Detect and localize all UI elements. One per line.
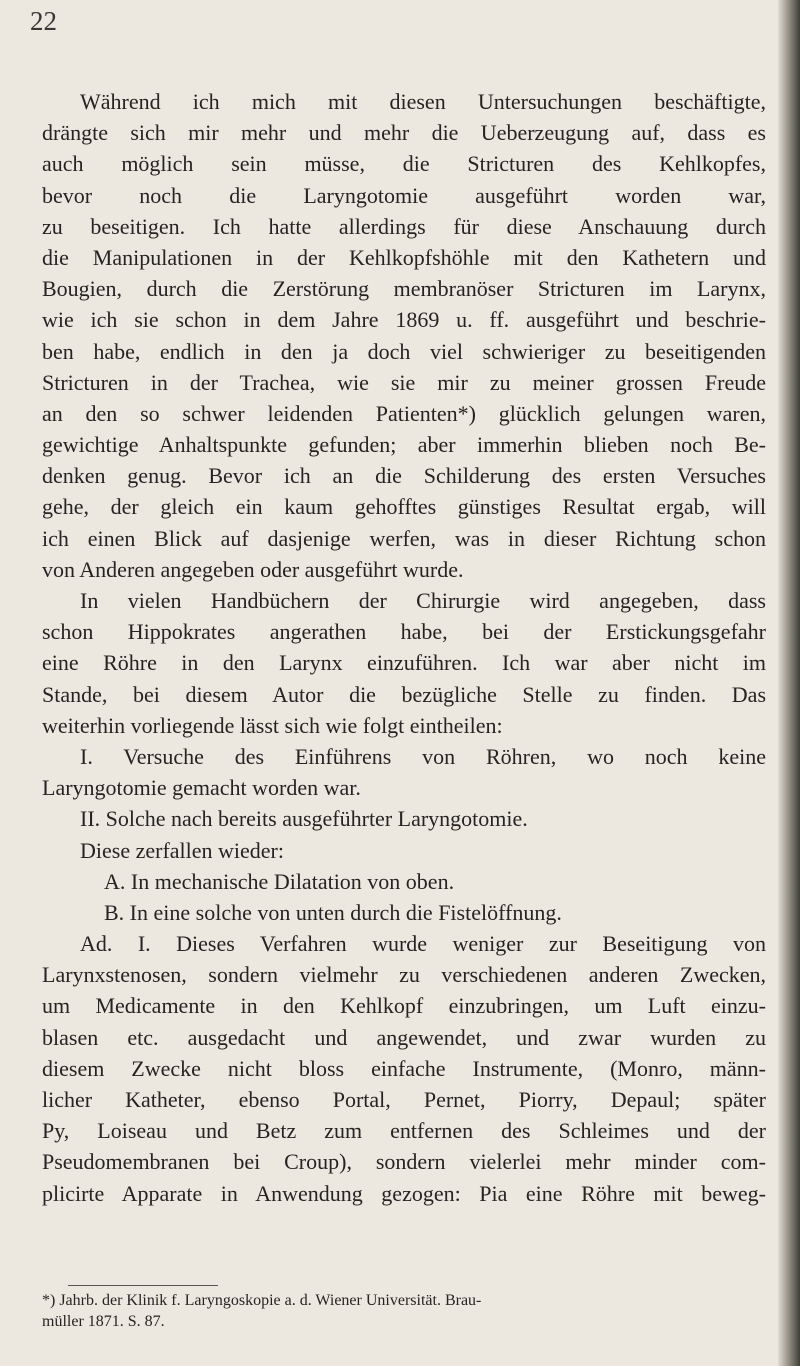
body-line: I. Versuche des Einführens von Röhren, wo noch keine <box>80 743 766 769</box>
body-line: um Medicamente in den Kehlkopf einzubringen, um Luft einzu- <box>42 993 766 1019</box>
body-line: weiterhin vorliegende lässt sich wie folgt eintheilen: <box>42 712 503 738</box>
body-line: gewichtige Anhaltspunkte gefunden; aber immerhin blieben noch Be- <box>42 432 766 458</box>
body-text <box>42 86 766 1209</box>
body-line: Diese zerfallen wieder: <box>80 837 284 863</box>
body-line: Ad. I. Dieses Verfahren wurde weniger zur Beseitigung von <box>80 931 766 957</box>
page-number: 22 <box>30 6 57 36</box>
body-line: II. Solche nach bereits ausgeführter Laryngotomie. <box>80 806 528 832</box>
body-line: die Manipulationen in der Kehlkopfshöhle mit den Kathetern und <box>42 244 766 270</box>
body-line: Während ich mich mit diesen Untersuchungen beschäftigte, <box>80 89 766 114</box>
body-line: bevor noch die Laryngotomie ausgeführt worden war, <box>42 182 766 208</box>
body-line: gehe, der gleich ein kaum gehofftes günstiges Resultat ergab, will <box>42 494 766 520</box>
body-line: Py, Loiseau und Betz zum entfernen des Schleimes und der <box>42 1118 766 1144</box>
body-line: blasen etc. ausgedacht und angewendet, und zwar wurden zu <box>42 1024 766 1050</box>
body-line: Larynxstenosen, sondern vielmehr zu verschiedenen anderen Zwecken, <box>42 962 766 988</box>
body-line: denken genug. Bevor ich an die Schilderung des ersten Versuches <box>42 463 766 489</box>
page-binding-edge <box>778 0 800 1366</box>
body-line: schon Hippokrates angerathen habe, bei der Erstickungsgefahr <box>42 619 766 645</box>
body-line: Stande, bei diesem Autor die bezügliche Stelle zu finden. Das <box>42 681 766 707</box>
footnotes <box>42 1290 766 1332</box>
body-line: auch möglich sein müsse, die Stricturen des Kehlkopfes, <box>42 151 766 177</box>
body-line: an den so schwer leidenden Patienten*) glücklich gelungen waren, <box>42 400 766 426</box>
body-line: B. In eine solche von unten durch die Fistelöffnung. <box>104 899 562 925</box>
footnote-rule <box>68 1285 218 1286</box>
body-line: eine Röhre in den Larynx einzuführen. Ich war aber nicht im <box>42 650 766 676</box>
body-line: Stricturen in der Trachea, wie sie mir zu meiner grossen Freude <box>42 369 766 395</box>
body-line: In vielen Handbüchern der Chirurgie wird angegeben, dass <box>80 588 766 613</box>
footnote-line: müller 1871. S. 87. <box>42 1313 165 1330</box>
body-line: von Anderen angegeben oder ausgeführt wurde. <box>42 556 464 582</box>
body-line: plicirte Apparate in Anwendung gezogen: Pia eine Röhre mit beweg- <box>42 1180 766 1206</box>
body-line: ben habe, endlich in den ja doch viel schwieriger zu beseitigenden <box>42 338 766 364</box>
body-line: Pseudomembranen bei Croup), sondern vielerlei mehr minder com- <box>42 1149 766 1175</box>
body-line: zu beseitigen. Ich hatte allerdings für diese Anschauung durch <box>42 213 766 239</box>
body-line: ich einen Blick auf dasjenige werfen, was in dieser Richtung schon <box>42 525 766 551</box>
body-line: Laryngotomie gemacht worden war. <box>42 775 361 801</box>
body-line: wie ich sie schon in dem Jahre 1869 u. ff. ausgeführt und beschrie- <box>42 307 766 333</box>
footnote-line: *) Jahrb. der Klinik f. Laryngoskopie a. d. Wiener Universität. Brau- <box>42 1292 482 1309</box>
body-line: drängte sich mir mehr und mehr die Ueberzeugung auf, dass es <box>42 120 766 146</box>
body-line: licher Katheter, ebenso Portal, Pernet, Piorry, Depaul; später <box>42 1087 766 1112</box>
body-line: A. In mechanische Dilatation von oben. <box>104 868 455 894</box>
body-line: Bougien, durch die Zerstörung membranöser Stricturen im Larynx, <box>42 276 766 302</box>
body-line: diesem Zwecke nicht bloss einfache Instrumente, (Monro, männ- <box>42 1055 766 1081</box>
